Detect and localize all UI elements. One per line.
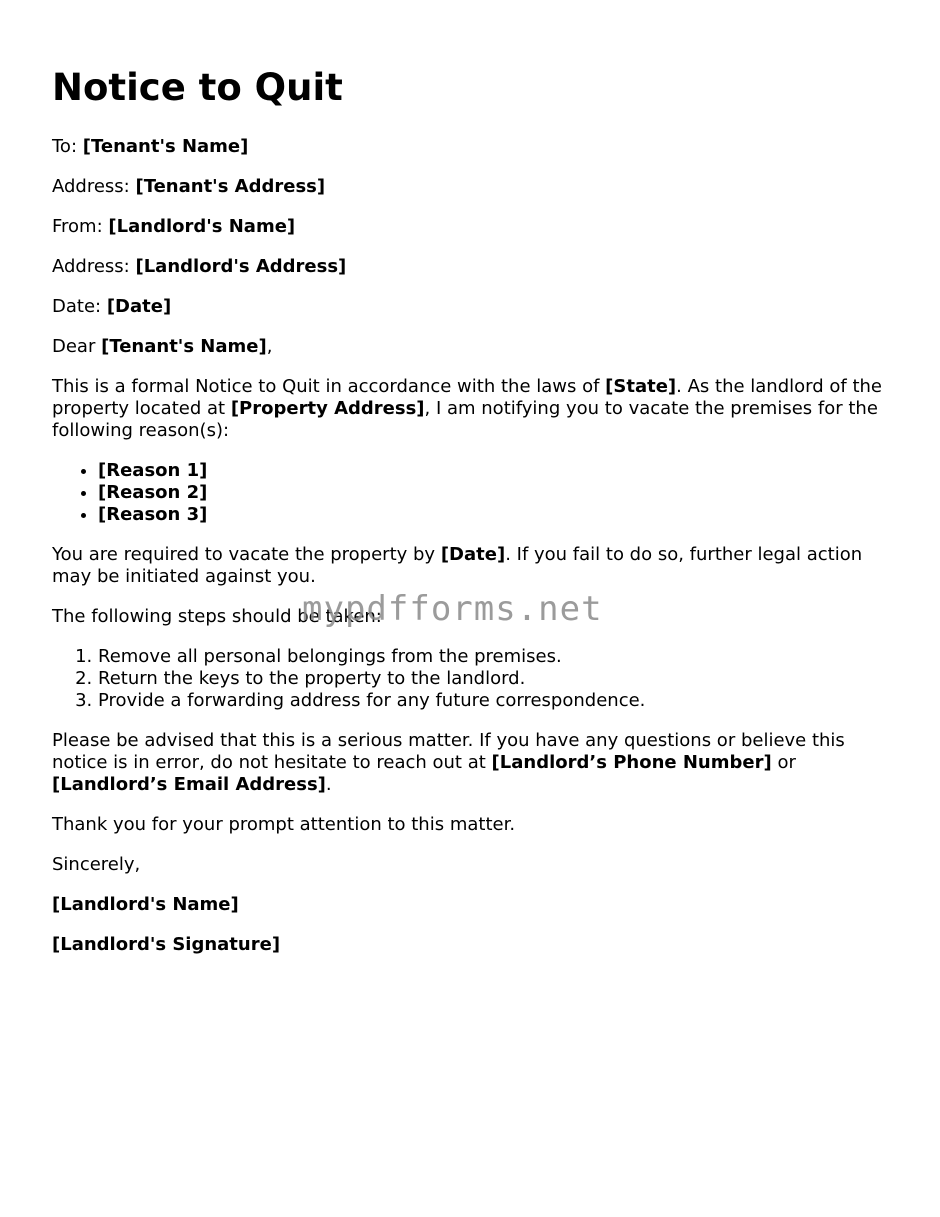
intro-paragraph: This is a formal Notice to Quit in accordance with the laws of [State]. As the landlord of the property located at [Property Address], I am notifying you to vacate the premises for the following reason(s): bbox=[52, 376, 882, 441]
steps-list bbox=[52, 646, 888, 712]
signature-name: [Landlord's Name] bbox=[52, 894, 239, 915]
state-field: [State] bbox=[605, 376, 677, 397]
date-label: Date: bbox=[52, 296, 102, 317]
to-label: To: bbox=[52, 136, 78, 157]
from-label: From: bbox=[52, 216, 103, 237]
landlord-email-field: [Landlord’s Email Address] bbox=[52, 774, 326, 795]
reasons-list bbox=[52, 460, 888, 526]
list-item: • [Reason 2] bbox=[98, 482, 888, 504]
watermark: mypdfforms.net bbox=[302, 589, 603, 629]
list-item: 1. Remove all personal belongings from the premises. bbox=[98, 646, 888, 668]
document-page bbox=[52, 62, 888, 974]
salutation: Dear [Tenant's Name], bbox=[52, 336, 273, 357]
tenant-address-field: [Tenant's Address] bbox=[135, 176, 326, 197]
list-item: 2. Return the keys to the property to the landlord. bbox=[98, 668, 888, 690]
tenant-name-field: [Tenant's Name] bbox=[82, 136, 249, 157]
address-label: Address: bbox=[52, 176, 130, 197]
landlord-address-field: [Landlord's Address] bbox=[135, 256, 347, 277]
date-line bbox=[52, 296, 888, 318]
landlord-phone-field: [Landlord’s Phone Number] bbox=[491, 752, 772, 773]
vacate-paragraph: You are required to vacate the property by [Date]. If you fail to do so, further legal action may be initiated against you. bbox=[52, 544, 863, 587]
steps-intro: The following steps should be taken: bbox=[52, 606, 382, 627]
landlord-address-line bbox=[52, 256, 888, 278]
to-line bbox=[52, 136, 888, 158]
thanks-line: Thank you for your prompt attention to this matter. bbox=[52, 814, 516, 835]
list-item: 3. Provide a forwarding address for any future correspondence. bbox=[98, 690, 888, 712]
page-title: Notice to Quit bbox=[52, 66, 343, 109]
advice-paragraph: Please be advised that this is a serious matter. If you have any questions or believe this notice is in error, do not hesitate to reach out at [Landlord’s Phone Number] or [Landlord’s Email Address]. bbox=[52, 730, 845, 795]
address-label: Address: bbox=[52, 256, 130, 277]
date-field: [Date] bbox=[106, 296, 172, 317]
landlord-name-field: [Landlord's Name] bbox=[108, 216, 296, 237]
signature-line: [Landlord's Signature] bbox=[52, 934, 281, 955]
list-item: • [Reason 3] bbox=[98, 504, 888, 526]
vacate-date-field: [Date] bbox=[440, 544, 506, 565]
tenant-address-line bbox=[52, 176, 888, 198]
property-address-field: [Property Address] bbox=[230, 398, 425, 419]
from-line bbox=[52, 216, 888, 238]
list-item: • [Reason 1] bbox=[98, 460, 888, 482]
closing-line: Sincerely, bbox=[52, 854, 141, 875]
salutation-tenant-name: [Tenant's Name] bbox=[101, 336, 267, 357]
